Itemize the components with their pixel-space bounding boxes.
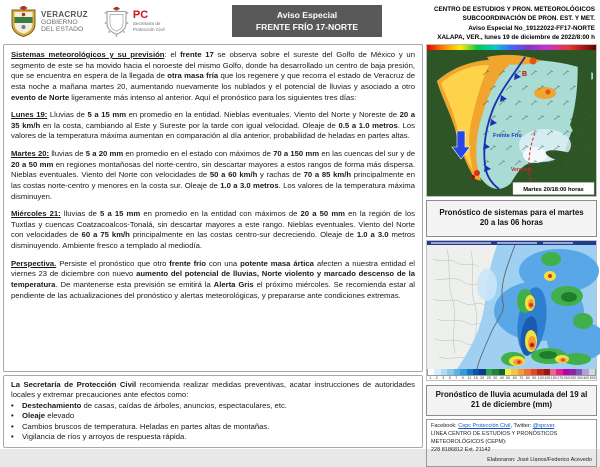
issuer-block (382, 4, 595, 43)
social-line: Facebook: Cepc Protección Civil, Twitter: @spcver. (431, 422, 556, 429)
map1-timestamp: Martes 20/18:00 horas (523, 187, 584, 193)
paragraph-wednesday: Miércoles 21: lluvias de 5 a 15 mm en promedio en la entidad con máximos de 20 a 50 mm en la región de los Tuxtlas y cuencas Coatzacoalcos-Tonalá, sin descartar mayores a este rango. Nieblas eventuales. Viento del Norte con velocidades de 60 a 75 km/h principalmente en las costas centro-sur decreciendo. Oleaje de 1.0 a 3.0 metros disminuyendo. Ambiente fresco a templado al mediodía. (11, 209, 416, 250)
pc-logo-sub2: Protección Civil (132, 27, 165, 32)
veracruz-coat-of-arms-icon (10, 6, 37, 37)
forecast-text-box (3, 44, 423, 372)
phone-line-title: LÍNEA CENTRO DE ESTUDIOS Y PRONÓSTICOS METEOROLÓGICOS (CEPM): (431, 430, 558, 446)
advisory-title-line2: FRENTE FRÍO 17-NORTE (255, 22, 359, 33)
phone-number: 228 8186812 Ext. 21142 (431, 447, 491, 454)
right-column (426, 44, 597, 467)
advisory-number: Aviso Especial No_19122022-FF17-NORTE (468, 24, 595, 32)
veracruz-logo-sub1: GOBIERNO (41, 18, 78, 26)
recommendations-intro: La Secretaría de Protección Civil recomienda realizar medidas preventivas, acatar instrucciones de autoridades locales y extremar precauciones ante efectos como: (11, 380, 416, 400)
paragraph-monday: Lunes 19: Lluvias de 5 a 15 mm en promedio en la entidad. Nieblas eventuales. Viento del Norte y Noreste de 20 a 35 km/h en la costa, cambiando al Este y Sureste por la tarde con igual velocidad. Oleaje de 0.5 a 1.0 metros. Los valores de la temperatura máxima aumentan en comparación al día anterior, probabilidad de heladas en partes altas. (11, 110, 415, 141)
veracruz-label: Veracruz (511, 167, 532, 173)
pc-logo-sub1: Secretaría de (132, 21, 161, 27)
pc-logo-text (133, 10, 165, 32)
logo-group (10, 4, 232, 37)
issue-date: XALAPA, VER., lunes 19 de diciembre de 2022/8:00 h (437, 34, 595, 42)
map2-scale-labels: 1 2 3 5 7 9 11 15 20 25 30 40 50 60 70 80 90 100 125 150 175 200 250 300 400 500 (429, 375, 596, 380)
front-label: Frente Frío (493, 133, 522, 139)
proteccion-civil-logo (104, 7, 165, 37)
veracruz-logo-name: VERACRUZ (41, 9, 88, 19)
issuer-line-1: CENTRO DE ESTUDIOS Y PRON. METEOROLÓGICOS (433, 6, 595, 13)
bullet-marker: • (11, 432, 14, 442)
recommendation-item: • Vigilancia de ríos y arroyos de respuesta rápida. (11, 432, 187, 442)
pc-logo-abbr: PC (132, 9, 149, 22)
rain-forecast-map (426, 240, 597, 382)
credits-line: Elaboraron: José Llanos/Federico Acevedo (487, 456, 592, 463)
pc-shield-icon (104, 7, 129, 37)
systems-forecast-map (426, 44, 597, 197)
map2-caption: Pronóstico de lluvia acumulada del 19 al 21 de diciembre (mm) (426, 385, 597, 416)
paragraph-tuesday: Martes 20: lluvias de 5 a 20 mm en promedio en el estado con máximos de 70 a 150 mm en las cuencas del sur y de 20 a 50 mm en regiones montañosas del norte-centro, sin descartar mayores a estos rangos de forma más dispersa. Nieblas eventuales. Viento del Norte con velocidades de 50 a 60 km/h y rachas de 70 a 85 km/h principalmente en las costas norte-centro y menores en la costa sur. Oleaje de 1.0 a 3.0 metros. Los valores de la temperatura máxima disminuyen. (11, 149, 416, 201)
paragraph-systems: Sistemas meteorológicos y su previsión: el frente 17 se observa sobre el sureste del Golfo de México y un segmento de este se ha movido hacia el noroeste del mismo Golfo, donde ha desarrollado un centro de baja presión, que se encuentra en espera de la llegada de otra masa fría que los regenere y que recorra el estado de Veracruz de esta noche a mañana martes 20, aumentando nuevamente los nublados y el potencial de lluvias y asociado a otro evento de Norte ligeramente más intenso al anterior. Aquí el pronóstico para los siguientes tres días: (11, 50, 415, 102)
contact-footer (426, 419, 597, 467)
issuer-line-2: SUBCOORDINACIÓN DE PRON. EST. Y MET. (462, 15, 595, 23)
social-link[interactable]: Cepc Protección Civil (458, 422, 511, 429)
recommendation-item: • Oleaje elevado (11, 411, 75, 421)
veracruz-logo-text (41, 10, 88, 34)
bullet-marker: • (11, 400, 14, 410)
veracruz-logo-sub2: DEL ESTADO (41, 26, 84, 33)
recommendations-box (3, 375, 423, 448)
veracruz-logo (10, 6, 88, 37)
bullet-marker: • (11, 421, 14, 431)
low-pressure-symbol: B (522, 71, 528, 78)
advisory-title-banner (232, 5, 382, 37)
map1-caption: Pronóstico de sistemas para el martes 20 a las 06 horas (426, 200, 597, 237)
social-link[interactable]: @spcver (532, 422, 555, 429)
gulf-systems-map-image (427, 45, 596, 196)
header (0, 0, 600, 42)
bullet-marker: • (11, 411, 14, 421)
advisory-title-line1: Aviso Especial (276, 10, 338, 20)
recommendation-item: • Destechamiento de casas, caídas de árboles, anuncios, espectaculares, etc. (11, 400, 287, 410)
content (0, 44, 600, 467)
rain-accumulation-map-image (427, 241, 596, 369)
paragraph-perspective: Perspectiva. Persiste el pronóstico que otro frente frío con una potente masa ártica afecten a nuestra entidad el viernes 23 de diciembre con nuevo aumento del potencial de lluvias, Norte violento y marcado descenso de la temperatura. De mantenerse esta previsión se emitirá la Alerta Gris el próximo miércoles. Se recomienda estar al pendiente de las actualizaciones del pronóstico y alertas meteorológicas, y prepararse ante condiciones extremas. (11, 258, 415, 300)
left-column (3, 44, 423, 467)
recommendation-item: • Cambios bruscos de temperatura. Heladas en partes altas de montañas. (11, 421, 270, 431)
map2-scalebar (427, 369, 596, 376)
